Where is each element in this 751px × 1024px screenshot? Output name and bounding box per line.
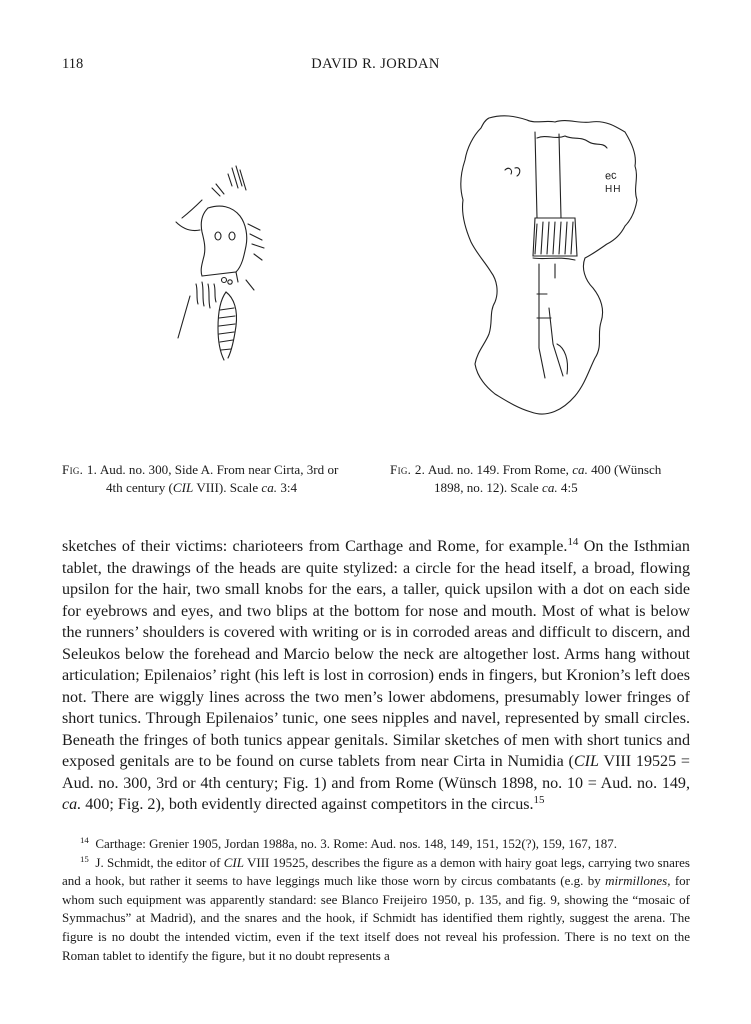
footnote-14: [62, 835, 690, 854]
figure-1-drawing: [162, 160, 282, 365]
footnote-ref-14[interactable]: 14: [567, 535, 579, 548]
body-text-b: On the Isthmian tablet, the drawings of the heads are quite stylized: a circle for the head itself, a broad, flowing upsilon for the hair, two small knobs for the ears, a taller, quick upsilon with a dot on each side for eyebrows and eyes, and two blips at the bottom for nose and mouth. Most of what is below the runners’ shoulders is covered with writing or is in corroded areas and difficult to discern, and Seleukos below the forehead and Marcio below the neck are altogether lost. Arms hang without articulation; Epilenaios’ right (his left is lost in corrosion) ends in fingers, but Kronion’s left does not. There are wiggly lines across the two men’s lower abdomens, presumably lower fringes of short tunics. Through Epilenaios’ tunic, one sees nipples and navel, represented by small circles. Beneath the fringes of both tunics appear genitals. Similar sketches of men with short tunics and exposed genitals are to be found on curse tablets from near Cirta in Numidia (: [62, 538, 690, 770]
body-text-a: sketches of their victims: charioteers from Carthage and Rome, for example.: [62, 538, 568, 555]
footnote-15-text-a: J. Schmidt, the editor of: [95, 854, 224, 870]
figure-1-label: Fig. 1.: [62, 462, 98, 477]
figure-2-caption-line2-c: 4:5: [557, 480, 578, 495]
footnote-15-number: 15: [80, 853, 89, 864]
figure-2-caption-ca1: ca.: [572, 462, 588, 477]
footnote-14-number: 14: [80, 835, 89, 846]
footnote-ref-15[interactable]: 15: [533, 793, 545, 806]
footnote-15: [62, 854, 690, 966]
footnote-15-text-c: for whom such equipment was apparently standard: see Blanco Freijeiro 1950, p. 135, and fig. 9, showing the “mosaic of Symmachus” at Madrid), and the snares and the hook, if Schmidt has identified them rightly, suggest the arena. The figure is no doubt the intended victim, even if the text itself does not reveal his profession. There is no text on the Roman tablet to identify the figure, but it no doubt represents a: [62, 873, 690, 963]
body-text-ca: ca.: [62, 796, 82, 813]
body-text-c: VIII 19525 = Aud. no. 300, 3rd or 4th century; Fig. 1) and from Rome (Wünsch 1898, no. 10 = Aud. no. 149,: [62, 753, 691, 792]
footnote-15-text-b: VIII 19525, describes the figure as a demon with hairy goat legs, carrying two snares and a hook, but rather it seems to have leggings much like those worn by circus combatants (e.g. by: [62, 854, 690, 889]
figure-1-caption-line1: Aud. no. 300, Side A. From near Cirta, 3rd or: [99, 462, 339, 477]
figure-1-caption-line2-c: VIII). Scale: [193, 480, 262, 495]
body-text-cil: CIL: [573, 753, 599, 770]
figure-1-caption-line2-e: 3:4: [277, 480, 298, 495]
figure-1-caption-cil: CIL: [172, 480, 194, 495]
page-number: 118: [62, 56, 84, 72]
running-head: DAVID R. JORDAN: [311, 56, 440, 72]
figure-2-caption-ca2: ca.: [542, 480, 558, 495]
figure-2-caption-line1-c: 400 (Wünsch: [587, 462, 662, 477]
footnote-15-mirmillones: mirmillones,: [605, 873, 671, 889]
inscription-hh: HH: [605, 184, 622, 195]
figure-2-caption: [390, 461, 690, 497]
footnote-15-cil: CIL: [223, 854, 244, 870]
figure-2-label: Fig. 2.: [390, 462, 426, 477]
inscription-ec: ec: [604, 169, 618, 183]
figure-1-caption-line2-a: 4th century (: [106, 480, 173, 495]
figure-1-caption-ca: ca.: [261, 480, 278, 495]
body-text-d: 400; Fig. 2), both evidently directed against competitors in the circus.: [81, 796, 534, 813]
figure-2-caption-line2-a: 1898, no. 12). Scale: [434, 480, 543, 495]
footnote-14-text: Carthage: Grenier 1905, Jordan 1988a, no. 3. Rome: Aud. nos. 148, 149, 151, 152(?), 159, 167, 187.: [95, 836, 618, 851]
figure-2-drawing: [455, 108, 645, 428]
figure-1-caption: [62, 461, 367, 497]
figure-2-caption-line1-a: Aud. no. 149. From Rome,: [427, 462, 573, 477]
footnotes: [62, 835, 690, 965]
body-paragraph: [62, 536, 690, 816]
